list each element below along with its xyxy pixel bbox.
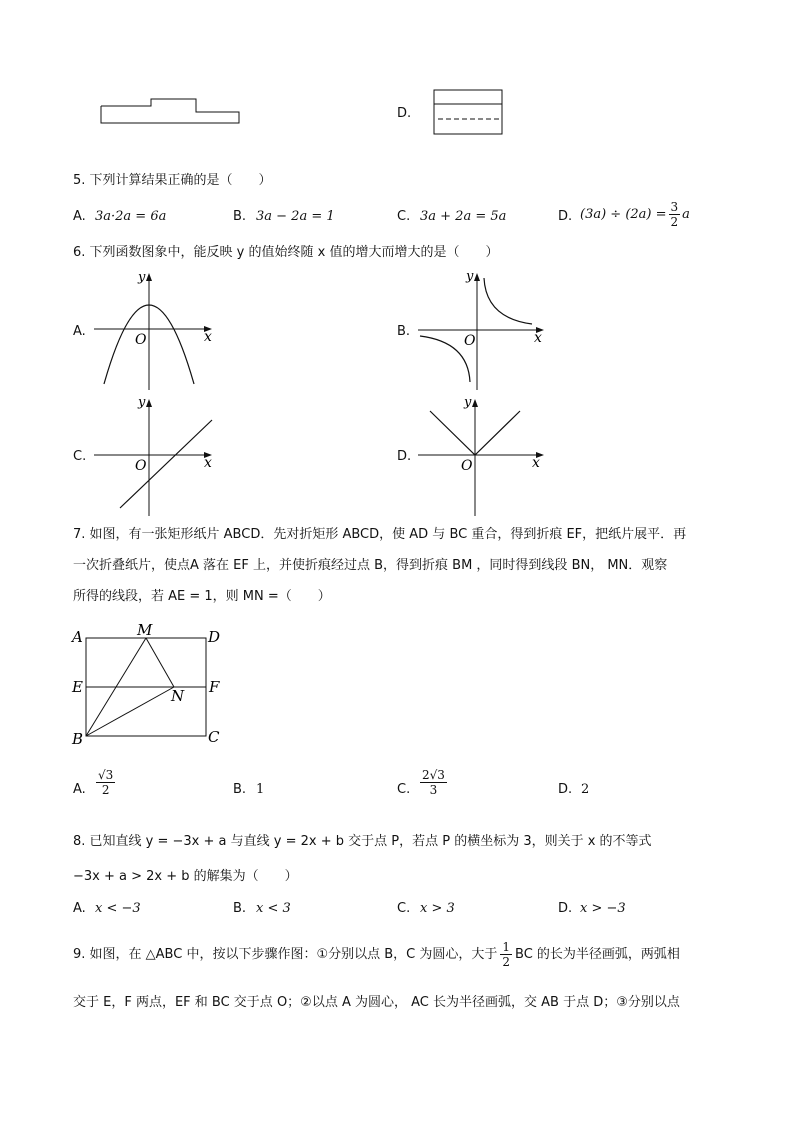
q6-graph-d-abs-value	[414, 392, 552, 518]
q5-option-d-label: D.	[558, 209, 573, 224]
y-axis-label: y	[466, 269, 474, 284]
q6-option-c-label: C.	[73, 449, 87, 464]
q7-option-c-denominator: 3	[429, 783, 438, 797]
q5-option-d-numerator: 3	[670, 200, 679, 214]
x-axis-label: x	[204, 329, 212, 345]
q7-option-c-fraction	[420, 768, 447, 797]
x-axis-label: x	[204, 455, 212, 471]
point-c-label: C	[208, 728, 220, 746]
point-a-label: A	[72, 628, 83, 646]
q8-option-b-label: B.	[233, 901, 247, 916]
y-axis-label: y	[138, 270, 146, 285]
q7-option-a-label: A.	[73, 782, 86, 797]
origin-label: O	[135, 332, 147, 348]
q7-option-c-label: C.	[397, 782, 411, 797]
q5-option-d-denominator: 2	[670, 215, 679, 229]
q7-line-3: 所得的线段，若 AE = 1，则 MN =（ ）	[73, 589, 331, 604]
q9-line-1-post: BC 的长为半径画弧，两弧相	[515, 946, 680, 962]
q8-option-a-label: A.	[73, 901, 86, 916]
q5-option-c-label: C.	[397, 209, 411, 224]
q6-option-a-label: A.	[73, 324, 86, 339]
q8-option-c-label: C.	[397, 901, 411, 916]
q5-option-a-label: A.	[73, 209, 86, 224]
q4-option-d-label: D.	[397, 106, 412, 121]
q6-graph-a-parabola	[88, 266, 218, 392]
q9-line-2: 交于 E，F 两点，EF 和 BC 交于点 O；②以点 A 为圆心， AC 长为半径画弧，交 AB 于点 D；③分别以点	[73, 995, 680, 1010]
q8-line-1: 8. 已知直线 y = −3x + a 与直线 y = 2x + b 交于点 P，若点 P 的横坐标为 3，则关于 x 的不等式	[73, 834, 652, 849]
q9-fraction-denominator: 2	[502, 955, 511, 969]
point-d-label: D	[208, 628, 221, 646]
q6-graph-b-hyperbola	[414, 266, 552, 392]
q7-line-1: 7. 如图，有一张矩形纸片 ABCD．先对折矩形 ABCD，使 AD 与 BC 重合，得到折痕 EF，把纸片展平．再	[73, 527, 687, 542]
point-m-label: M	[137, 621, 153, 639]
q8-option-d: x > −3	[580, 901, 626, 916]
q5-option-a: 3a·2a = 6a	[95, 209, 167, 224]
origin-label: O	[464, 333, 476, 349]
q5-option-b-label: B.	[233, 209, 247, 224]
q6-graph-c-line	[88, 392, 218, 518]
q6-option-d-label: D.	[397, 449, 412, 464]
q7-option-c-numerator: 2√3	[422, 768, 445, 782]
q7-option-b: 1	[256, 782, 265, 797]
origin-label: O	[461, 458, 473, 474]
q7-line-2: 一次折叠纸片，使点A 落在 EF 上，并使折痕经过点 B，得到折痕 BM ，同时得到线段 BN， MN．观察	[73, 558, 668, 573]
q7-option-d: 2	[581, 782, 590, 797]
q5-stem: 5. 下列计算结果正确的是（ ）	[73, 173, 272, 188]
q5-option-d-left: (3a) ÷ (2a) =	[580, 207, 667, 222]
x-axis-label: x	[534, 330, 542, 346]
q5-option-b: 3a − 2a = 1	[256, 209, 335, 224]
q5-option-c: 3a + 2a = 5a	[420, 209, 507, 224]
point-f-label: F	[209, 678, 220, 696]
point-n-label: N	[171, 687, 185, 705]
q8-option-a: x < −3	[95, 901, 141, 916]
q8-option-d-label: D.	[558, 901, 573, 916]
x-axis-label: x	[532, 455, 540, 471]
q6-option-b-label: B.	[397, 324, 411, 339]
point-b-label: B	[72, 730, 84, 748]
origin-label: O	[135, 458, 147, 474]
q8-line-2: −3x + a > 2x + b 的解集为（ ）	[73, 869, 298, 884]
q9-line-1-pre: 9. 如图，在 △ABC 中，按以下步骤作图：①分别以点 B，C 为圆心，大于	[73, 946, 498, 962]
q7-option-a-numerator: √3	[98, 768, 114, 782]
q5-option-d-var: a	[682, 207, 690, 222]
q9-line-1	[73, 940, 680, 969]
q7-option-a-fraction	[96, 768, 115, 797]
q7-option-b-label: B.	[233, 782, 247, 797]
q9-half-fraction	[500, 940, 512, 969]
q7-rectangle-figure	[68, 620, 228, 748]
q7-option-d-label: D.	[558, 782, 573, 797]
q4-option-d-figure	[430, 88, 508, 138]
q8-option-b: x < 3	[256, 901, 291, 916]
y-axis-label: y	[464, 395, 472, 410]
q7-option-a-denominator: 2	[101, 783, 110, 797]
q6-stem: 6. 下列函数图象中，能反映 y 的值始终随 x 值的增大而增大的是（ ）	[73, 245, 499, 260]
q8-option-c: x > 3	[420, 901, 455, 916]
point-e-label: E	[72, 678, 83, 696]
q5-option-d	[580, 200, 690, 229]
q5-option-d-fraction	[669, 200, 681, 229]
y-axis-label: y	[138, 395, 146, 410]
q9-fraction-numerator: 1	[502, 940, 511, 954]
q4-option-c-figure	[96, 94, 246, 128]
